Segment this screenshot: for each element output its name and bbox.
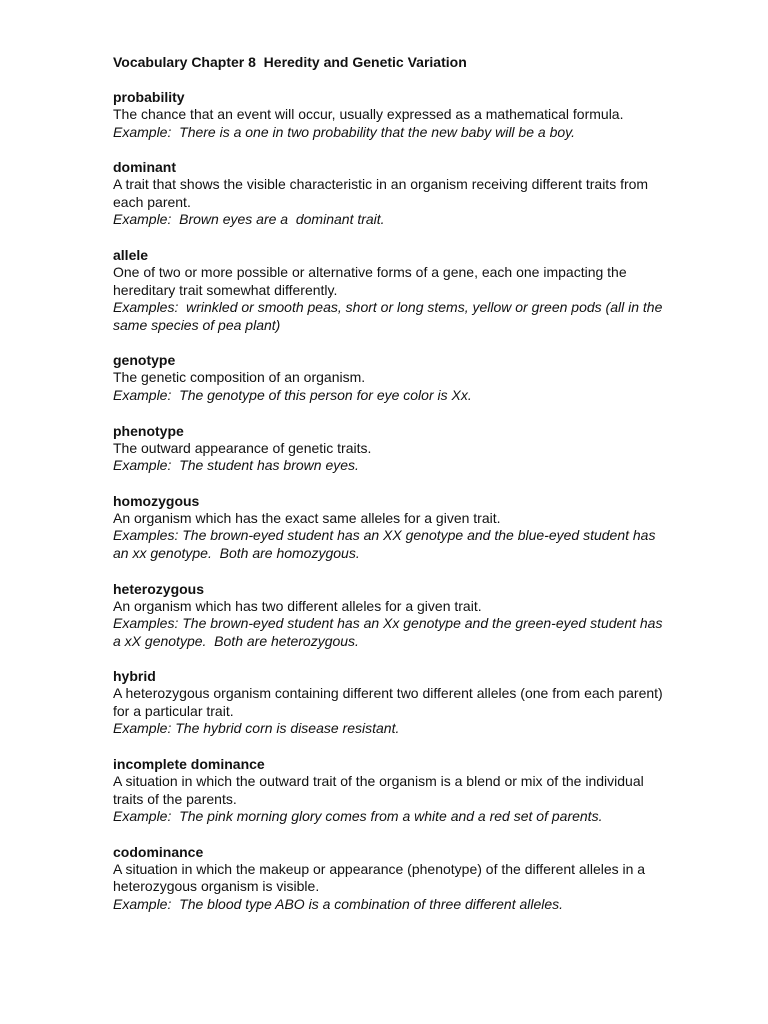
vocab-definition: A situation in which the outward trait of the organism is a blend or mix of the individual traits of the parents. <box>113 773 644 807</box>
vocab-entry-hybrid <box>113 667 673 738</box>
vocab-example: Example: The genotype of this person for eye color is Xx. <box>113 386 472 403</box>
document-title: Vocabulary Chapter 8 Heredity and Genetic Variation <box>113 54 467 70</box>
vocab-example: Example: The student has brown eyes. <box>113 457 359 474</box>
vocab-entry-homozygous <box>113 492 673 563</box>
vocab-term: allele <box>113 246 149 263</box>
vocab-entry-dominant <box>113 158 673 229</box>
vocab-definition: An organism which has the exact same alleles for a given trait. <box>113 509 501 526</box>
vocab-term: incomplete dominance <box>113 756 265 773</box>
vocab-term: phenotype <box>113 422 184 439</box>
vocab-example: Example: The pink morning glory comes from a white and a red set of parents. <box>113 808 603 825</box>
vocab-definition: A situation in which the makeup or appearance (phenotype) of the different alleles in a heterozygous organism is visible. <box>113 860 646 895</box>
vocab-example: Examples: wrinkled or smooth peas, short or long stems, yellow or green pods (all in the same species of pea plant) <box>113 299 667 333</box>
vocab-definition: The genetic composition of an organism. <box>113 369 366 386</box>
vocab-definition: A trait that shows the visible characteristic in an organism receiving different traits from each parent. <box>113 176 649 210</box>
vocab-entry-genotype <box>113 351 673 404</box>
vocab-term: codominance <box>113 843 204 860</box>
vocab-example: Examples: The brown-eyed student has an Xx genotype and the green-eyed student has a xX genotype. Both are heterozygous. <box>113 615 667 649</box>
vocab-term: probability <box>113 89 185 105</box>
document-page <box>113 53 673 931</box>
vocab-term: hybrid <box>113 668 156 685</box>
vocab-term: dominant <box>113 159 176 176</box>
vocab-entry-probability <box>113 88 673 141</box>
vocab-entry-heterozygous <box>113 580 673 651</box>
vocab-entry-incomplete-dominance <box>113 755 673 826</box>
vocab-definition: The outward appearance of genetic traits. <box>113 439 372 456</box>
vocab-example: Example: The blood type ABO is a combination of three different alleles. <box>113 896 564 913</box>
vocab-example: Examples: The brown-eyed student has an XX genotype and the blue-eyed student has an xx genotype. Both are homozygous. <box>113 527 660 561</box>
vocab-entry-phenotype <box>113 422 673 475</box>
vocab-definition: The chance that an event will occur, usually expressed as a mathematical formula. <box>113 106 624 122</box>
vocab-definition: A heterozygous organism containing different two different alleles (one from each parent) for a particular trait. <box>113 685 663 719</box>
vocab-definition: An organism which has two different alleles for a given trait. <box>113 597 482 614</box>
vocab-term: genotype <box>113 352 176 369</box>
vocab-example: Example: The hybrid corn is disease resistant. <box>113 720 400 737</box>
vocab-definition: One of two or more possible or alternative forms of a gene, each one impacting the hereditary trait somewhat differently. <box>113 263 627 298</box>
vocab-term: heterozygous <box>113 580 205 597</box>
vocab-entry-codominance <box>113 843 673 914</box>
vocab-entry-allele <box>113 246 673 334</box>
vocab-term: homozygous <box>113 492 200 509</box>
vocab-example: Example: There is a one in two probability that the new baby will be a boy. <box>113 123 575 140</box>
vocab-example: Example: Brown eyes are a dominant trait. <box>113 211 385 228</box>
